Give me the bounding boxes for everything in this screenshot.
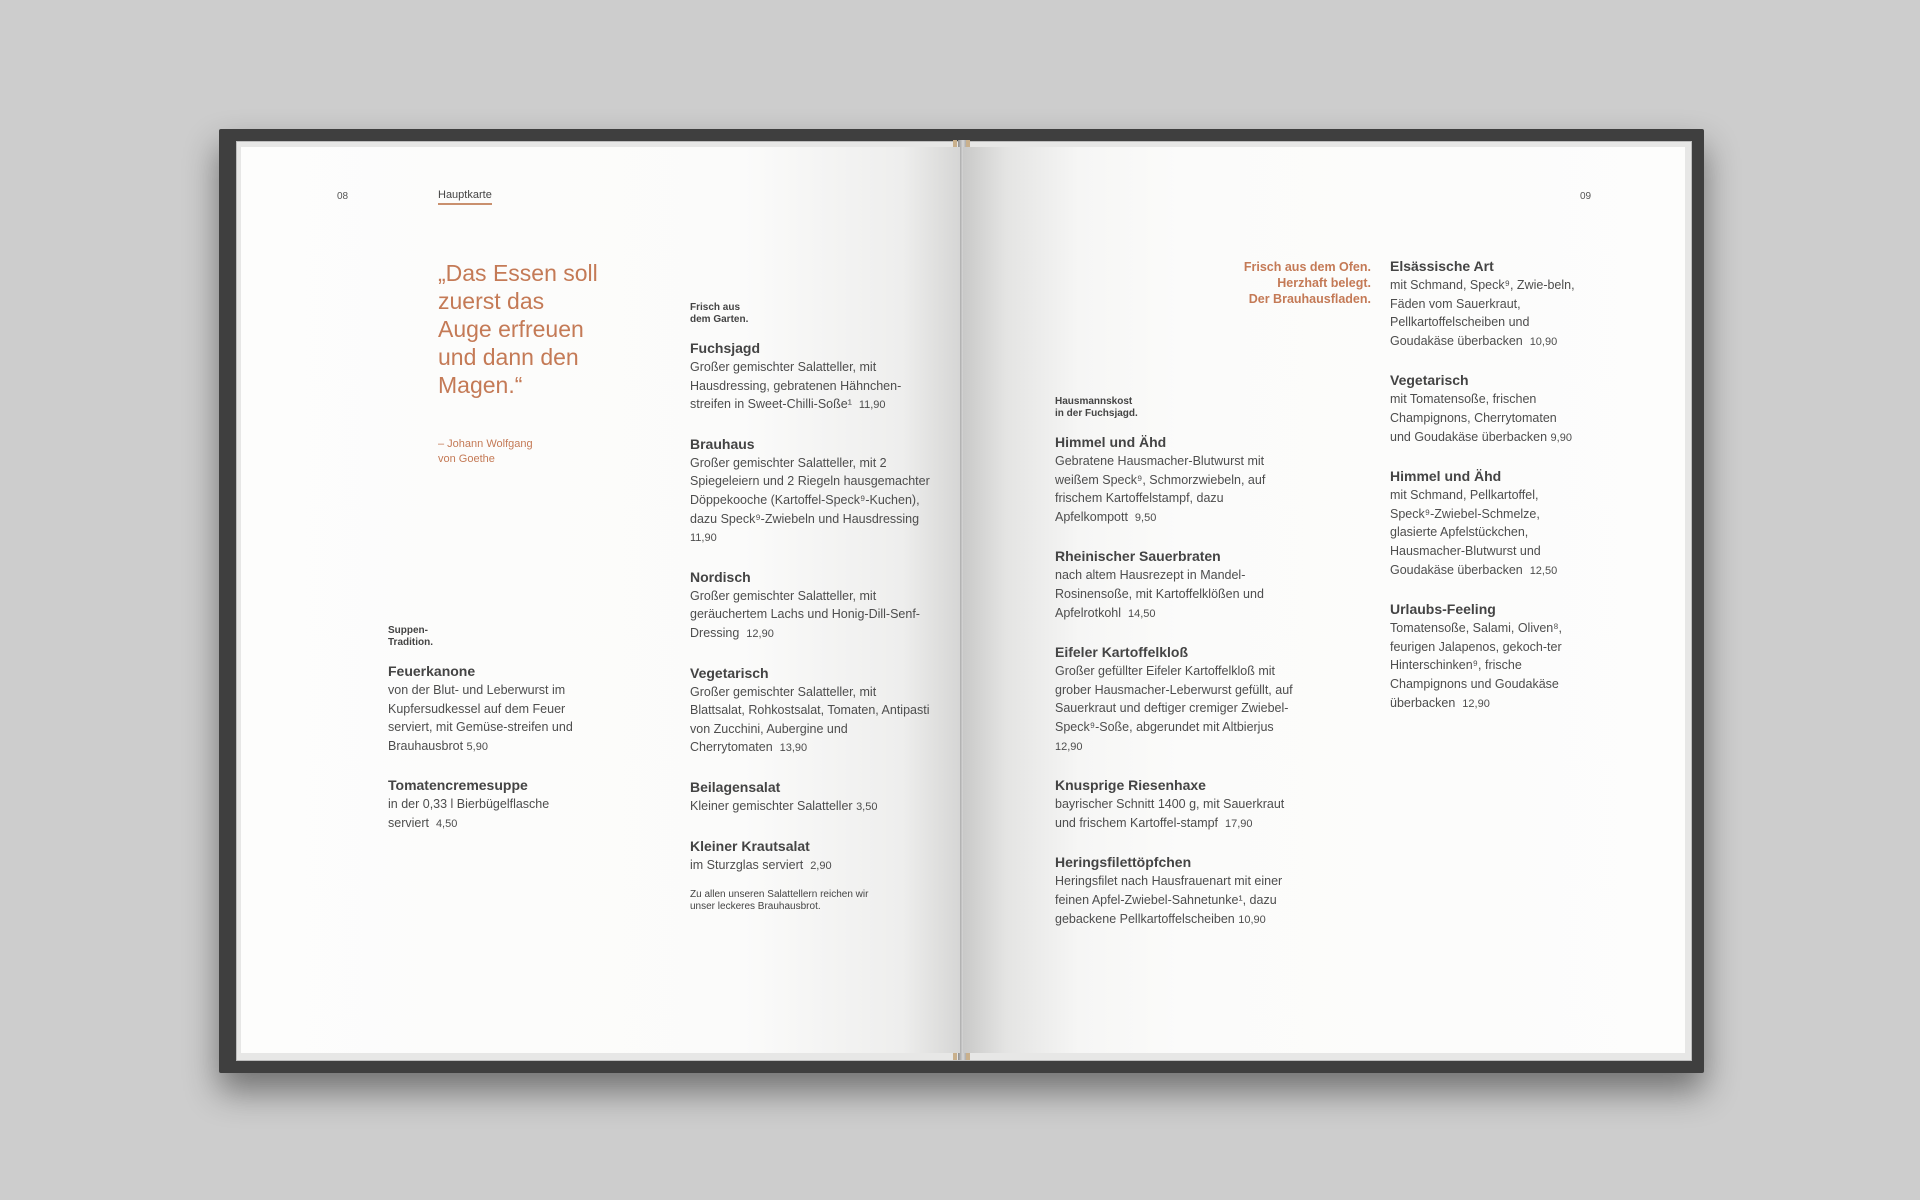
dish-description	[690, 856, 930, 876]
flammkuchen-tagline	[1180, 259, 1371, 307]
salad-note-line-2: unser leckeres Brauhausbrot.	[690, 901, 821, 913]
dish-description-text: Großer gemischter Salatteller, mit Blattsalat, Rohkostsalat, Tomaten, Antipasti von Zucchini, Aubergine und Cherrytomaten	[690, 684, 930, 755]
hearty-heading-line-2: in der Fuchsjagd.	[1055, 408, 1138, 419]
dish-name: Elsässische Art	[1390, 258, 1494, 274]
dish-description	[1055, 662, 1300, 756]
dish-item	[690, 435, 930, 548]
dish-item	[1055, 547, 1300, 623]
dish-item	[388, 776, 578, 833]
goethe-quote: „Das Essen soll zuerst das Auge erfreuen und dann den Magen.“	[438, 260, 598, 398]
dish-description	[1390, 390, 1580, 447]
dish-item	[690, 568, 930, 644]
dish-description	[1390, 486, 1580, 580]
hearty-heading-line-1: Hausmannskost	[1055, 396, 1133, 407]
dish-description-text: im Sturzglas serviert	[690, 857, 804, 872]
dish-description	[1390, 619, 1580, 713]
dish-description	[690, 358, 930, 415]
dish-name: Nordisch	[690, 568, 751, 585]
dish-name: Beilagensalat	[690, 778, 781, 795]
soups-section	[388, 625, 578, 854]
dish-description-text: mit Tomatensoße, frischen Champignons, Cherrytomaten und Goudakäse überbacken	[1390, 392, 1557, 444]
dish-description-text: Großer gemischter Salatteller, mit geräuchertem Lachs und Honig-Dill-Senf-Dressing	[690, 588, 920, 640]
dish-item	[1390, 257, 1580, 351]
dish-price: 10,90	[1238, 913, 1266, 926]
dish-price: 17,90	[1224, 817, 1253, 830]
hearty-section	[1055, 396, 1300, 949]
dish-name: Vegetarisch	[690, 664, 769, 681]
dish-description-text: Heringsfilet nach Hausfrauenart mit einer feinen Apfel-Zwiebel-Sahnetunke¹, dazu gebackene Pellkartoffelscheiben	[1055, 874, 1283, 926]
dish-name: Knusprige Riesenhaxe	[1055, 777, 1206, 794]
dish-description-text: mit Schmand, Pellkartoffel, Speck⁹-Zwiebel-Schmelze, glasierte Apfelstückchen, Hausmacher-Blutwurst und Goudakäse überbacken	[1390, 488, 1541, 577]
dish-name: Tomatencremesuppe	[388, 777, 528, 794]
salads-section	[690, 302, 930, 913]
dish-description-text: Großer gemischter Salatteller, mit Hausdressing, gebratenen Hähnchen-streifen in Sweet-Chilli-Soße¹	[690, 360, 902, 412]
dish-description	[388, 795, 578, 833]
tagline-line-1: Frisch aus dem Ofen.	[1243, 260, 1371, 274]
dish-price: 9,50	[1134, 511, 1157, 524]
salads-heading-line-2: dem Garten.	[690, 314, 749, 325]
dish-item	[1055, 433, 1300, 527]
dish-price: 14,50	[1127, 607, 1156, 620]
dish-name: Kleiner Krautsalat	[690, 837, 810, 854]
dish-item	[1055, 853, 1300, 929]
dish-item	[690, 664, 930, 758]
dish-name: Fuchsjagd	[690, 340, 761, 356]
dish-price: 2,90	[810, 859, 832, 872]
dish-description	[1055, 795, 1300, 833]
dish-description-text: von der Blut- und Leberwurst im Kupfersudkessel auf dem Feuer serviert, mit Gemüse-streifen und Brauhausbrot	[388, 683, 573, 753]
dish-description	[1055, 872, 1300, 929]
soups-heading-line-2: Tradition.	[388, 637, 433, 648]
tagline-line-3: Der Brauhausfladen.	[1248, 292, 1371, 306]
dish-description	[690, 797, 930, 817]
dish-item	[1390, 371, 1580, 447]
dish-price: 4,50	[435, 817, 458, 830]
dish-name: Eifeler Kartoffelkloß	[1055, 644, 1189, 661]
dish-name: Vegetarisch	[1390, 372, 1469, 389]
soups-heading-line-1: Suppen-	[388, 625, 428, 636]
quote-author-line-2: von Goethe	[438, 453, 495, 465]
dish-description-text: Gebratene Hausmacher-Blutwurst mit weißem Speck⁹, Schmorzwiebeln, auf frischem Kartoffelstampf, dazu Apfelkompott	[1055, 454, 1266, 524]
dish-description-text: Tomatensoße, Salami, Oliven⁸, feurigen Jalapenos, gekoch-ter Hinterschinken⁹, frische Champignons und Goudakäse überbacken	[1390, 621, 1563, 710]
dish-price: 13,90	[779, 742, 808, 755]
dish-description-text: Großer gefüllter Eifeler Kartoffelkloß mit grober Hausmacher-Leberwurst gefüllt, auf Sauerkraut und deftiger cremiger Zwiebel-Speck⁹-Soße, abgerundet mit Altbierjus	[1055, 664, 1293, 734]
hearty-heading	[1055, 396, 1300, 420]
dish-description-text: Kleiner gemischter Salatteller	[690, 798, 853, 813]
dish-description	[1390, 276, 1580, 351]
dish-price: 11,90	[690, 532, 717, 545]
tagline-line-2: Herzhaft belegt.	[1277, 276, 1371, 290]
quote-author	[438, 437, 533, 467]
dish-price: 10,90	[1529, 335, 1558, 348]
salads-heading	[690, 302, 930, 326]
dish-description-text: in der 0,33 l Bierbügelflasche serviert	[388, 797, 550, 830]
dish-item	[1055, 643, 1300, 756]
salad-note-line-1: Zu allen unseren Salattellern reichen wir	[690, 889, 869, 901]
salads-heading-line-1: Frisch aus	[690, 302, 741, 313]
page-number-left: 08	[337, 191, 349, 202]
dish-description	[1055, 566, 1300, 623]
dish-name: Heringsfilettöpfchen	[1055, 854, 1192, 871]
dish-price: 9,90	[1550, 431, 1572, 444]
dish-description-text: bayrischer Schnitt 1400 g, mit Sauerkraut und frischem Kartoffel-stampf	[1055, 797, 1285, 830]
dish-item	[690, 339, 930, 415]
dish-item	[1055, 776, 1300, 833]
dish-price: 11,90	[858, 399, 886, 412]
dish-price: 12,90	[746, 627, 774, 640]
dish-item	[1390, 600, 1580, 713]
salad-note	[690, 889, 930, 913]
dish-item	[690, 837, 930, 876]
dish-price: 12,50	[1529, 564, 1558, 577]
dish-description	[690, 587, 930, 644]
dish-item	[388, 662, 578, 756]
dish-item	[690, 778, 930, 817]
dish-description-text: mit Schmand, Speck⁹, Zwie-beln, Fäden vom Sauerkraut, Pellkartoffelscheiben und Goudakäse überbacken	[1390, 278, 1575, 348]
dish-description-text: Großer gemischter Salatteller, mit 2 Spiegeleiern und 2 Riegeln hausgemachter Döppekooche (Kartoffel-Speck⁹-Kuchen), dazu Speck⁹-Zwiebeln und Hausdressing	[690, 455, 930, 526]
dish-description-text: nach altem Hausrezept in Mandel-Rosinensoße, mit Kartoffelklößen und Apfelrotkohl	[1055, 568, 1264, 620]
dish-name: Himmel und Ähd	[1055, 434, 1167, 450]
dish-price: 3,50	[856, 800, 878, 813]
dish-description	[388, 681, 578, 756]
page-number-right: 09	[1580, 191, 1592, 202]
dish-item	[1390, 467, 1580, 580]
dish-description	[1055, 452, 1300, 527]
section-title: Hauptkarte	[438, 189, 492, 205]
soups-heading	[388, 625, 578, 649]
dish-name: Brauhaus	[690, 435, 755, 452]
dish-description	[690, 454, 930, 548]
dish-name: Himmel und Ähd	[1390, 468, 1502, 485]
dish-name: Urlaubs-Feeling	[1390, 601, 1496, 618]
dish-price: 12,90	[1055, 740, 1083, 753]
dish-name: Rheinischer Sauerbraten	[1055, 548, 1221, 565]
dish-name: Feuerkanone	[388, 663, 476, 679]
dish-description	[690, 683, 930, 758]
flammkuchen-section	[1390, 257, 1580, 733]
dish-price: 5,90	[466, 740, 488, 753]
quote-author-line-1: – Johann Wolfgang	[438, 438, 533, 450]
dish-price: 12,90	[1462, 697, 1490, 710]
